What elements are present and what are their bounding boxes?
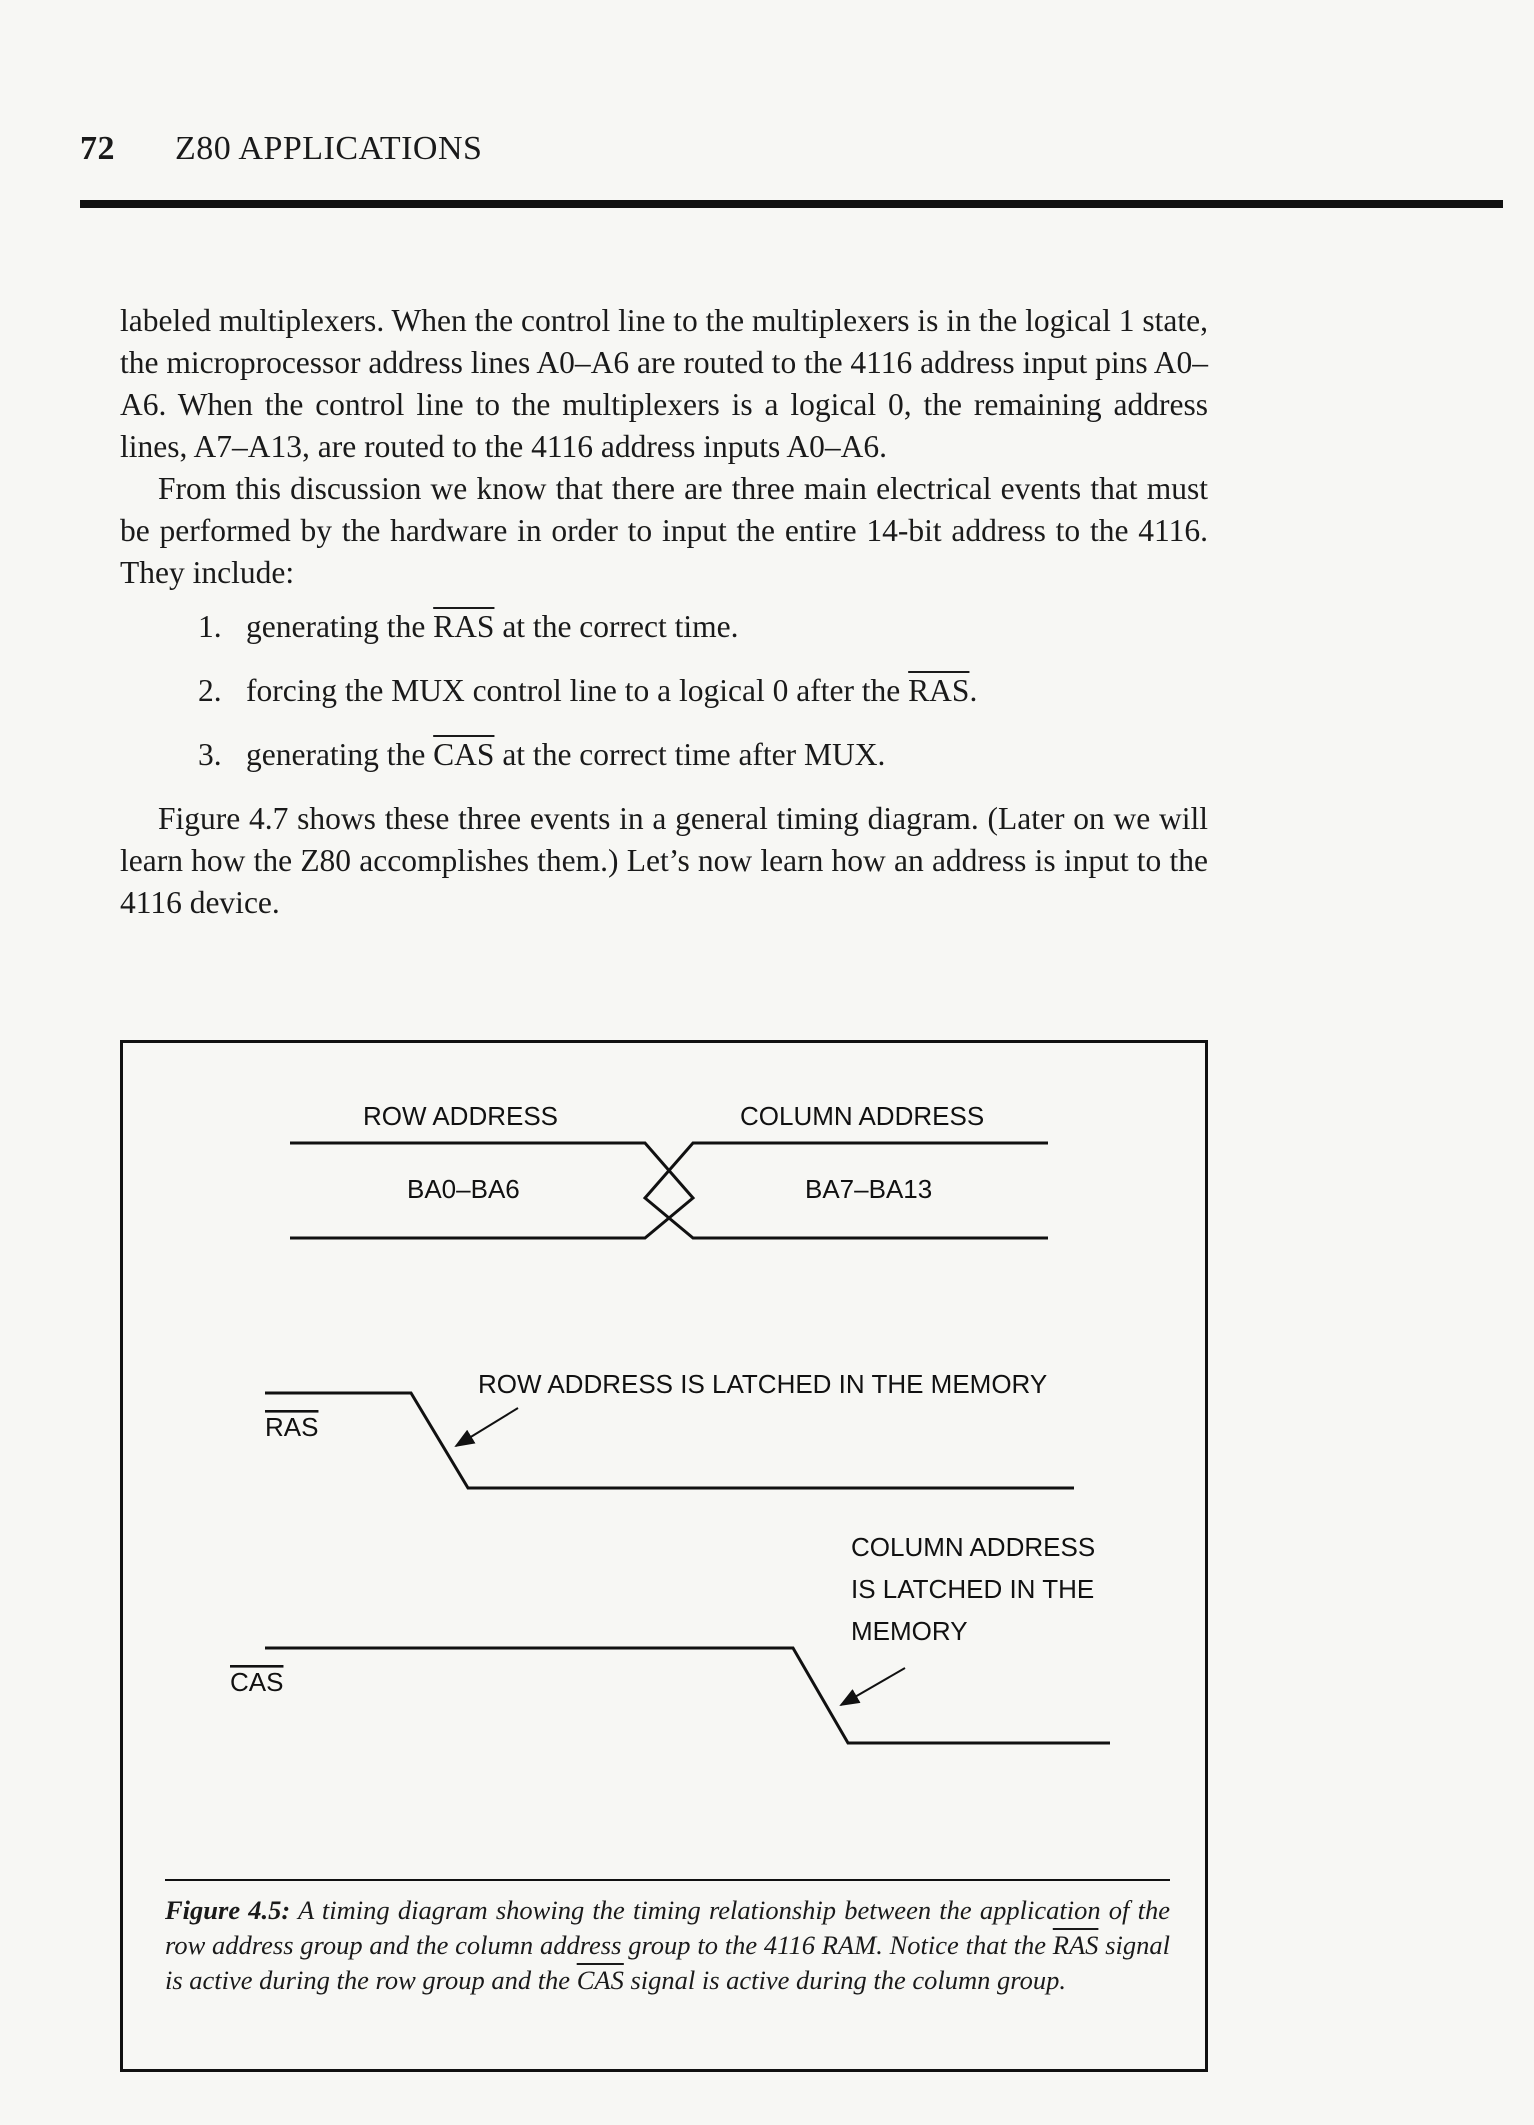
body-text	[120, 300, 1208, 924]
timing-diagram	[123, 1043, 1205, 1913]
list-text: at the correct time after MUX.	[494, 737, 886, 772]
signal-name: $\overline{CAS}$	[433, 737, 495, 772]
event-list	[198, 606, 1208, 776]
cas-label: CAS	[230, 1667, 284, 1697]
cas-arrow	[841, 1668, 905, 1705]
figure-frame	[120, 1040, 1208, 2072]
caption-text: signal is active during the row group and the	[165, 1930, 1170, 1995]
list-number: 2.	[198, 673, 222, 708]
list-item	[198, 670, 1208, 712]
list-text: forcing the MUX control line to a logical 0 after the	[246, 673, 909, 708]
caption-label: Figure 4.5:	[165, 1895, 291, 1925]
list-text: generating the	[246, 737, 434, 772]
list-item	[198, 606, 1208, 648]
list-number: 1.	[198, 609, 222, 644]
signal-name: $\overline{RAS}$	[433, 609, 495, 644]
list-text: at the correct time.	[494, 609, 739, 644]
list-number: 3.	[198, 737, 222, 772]
paragraph-2: From this discussion we know that there are three main electrical events that must be performed by the hardware in order to input the entire 14-bit address to the 4116. They include:	[120, 471, 1208, 590]
row-address-label: ROW ADDRESS	[363, 1101, 559, 1131]
address-bus-waveform	[290, 1143, 1048, 1238]
list-text: generating the	[246, 609, 434, 644]
ras-arrow	[456, 1408, 518, 1446]
cas-waveform	[265, 1648, 1110, 1743]
running-header	[80, 130, 482, 168]
paragraph-1: labeled multiplexers. When the control line to the multiplexers is in the logical 1 state, the microprocessor address lines A0–A6 are routed to the 4116 address input pins A0–A6. When the control line to the multiplexers is a logical 0, the remaining address lines, A7–A13, are routed to the 4116 address inputs A0–A6.	[120, 303, 1208, 464]
cas-latch-note-line-3: MEMORY	[851, 1616, 968, 1646]
column-bits-label: BA7–BA13	[805, 1174, 933, 1204]
list-item	[198, 734, 1208, 776]
figure-caption	[165, 1893, 1170, 1998]
caption-rule	[165, 1879, 1170, 1881]
row-bits-label: BA0–BA6	[407, 1174, 520, 1204]
cas-latch-note-line-2: IS LATCHED IN THE	[851, 1574, 1095, 1604]
cas-latch-note-line-1: COLUMN ADDRESS	[851, 1532, 1096, 1562]
paragraph-3: Figure 4.7 shows these three events in a general timing diagram. (Later on we will learn how the Z80 accomplishes them.) Let’s now learn how an address is input to the 4116 device.	[120, 801, 1208, 920]
column-address-label: COLUMN ADDRESS	[740, 1101, 985, 1131]
caption-text: A timing diagram showing the timing relationship between the application of the row address group and the column address group to the 4116 RAM. Notice that the	[165, 1895, 1170, 1960]
page-number: 72	[80, 130, 115, 167]
ras-waveform	[265, 1393, 1074, 1488]
ras-latch-note: ROW ADDRESS IS LATCHED IN THE MEMORY	[478, 1369, 1048, 1399]
header-rule	[80, 200, 1503, 208]
list-text: .	[969, 673, 978, 708]
caption-signal: $\overline{RAS}$	[1052, 1930, 1099, 1960]
running-title: Z80 APPLICATIONS	[175, 130, 483, 167]
caption-signal: $\overline{CAS}$	[576, 1965, 624, 1995]
ras-label: RAS	[265, 1412, 319, 1442]
caption-text: signal is active during the column group.	[623, 1965, 1066, 1995]
signal-name: $\overline{RAS}$	[908, 673, 970, 708]
